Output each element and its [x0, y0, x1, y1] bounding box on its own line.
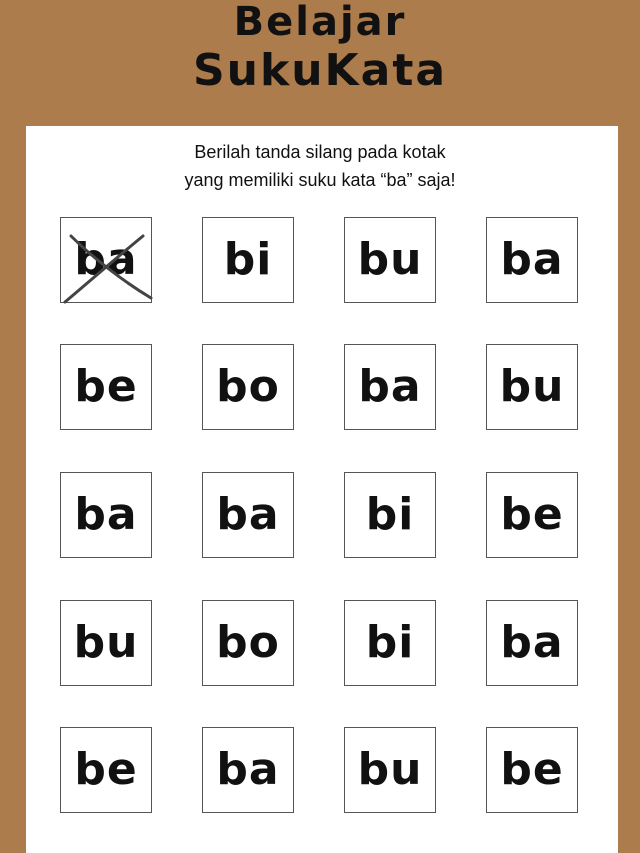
syllable-box[interactable] — [202, 727, 294, 813]
syllable-text: bu — [499, 361, 565, 412]
syllable-text: ba — [74, 234, 138, 285]
syllable-box[interactable] — [486, 727, 578, 813]
instructions-line-2: yang memiliki suku kata “ba” saja! — [184, 170, 456, 190]
syllable-box[interactable] — [344, 344, 436, 430]
syllable-text: ba — [74, 489, 138, 540]
syllable-box[interactable] — [486, 600, 578, 686]
syllable-text: bu — [357, 234, 423, 285]
syllable-box[interactable] — [60, 344, 152, 430]
syllable-box[interactable] — [60, 217, 152, 303]
syllable-box[interactable] — [202, 472, 294, 558]
syllable-box[interactable] — [202, 600, 294, 686]
syllable-text: be — [74, 361, 138, 412]
syllable-box[interactable] — [344, 727, 436, 813]
syllable-box[interactable] — [202, 344, 294, 430]
syllable-text: ba — [216, 489, 280, 540]
syllable-text: bi — [365, 617, 415, 668]
syllable-text: be — [500, 489, 564, 540]
instructions-line-1: Berilah tanda silang pada kotak — [194, 142, 446, 162]
page-title-line-2: SukuKata — [192, 45, 448, 96]
syllable-box[interactable] — [344, 472, 436, 558]
syllable-text: ba — [216, 744, 280, 795]
syllable-text: bo — [216, 361, 280, 412]
syllable-text: ba — [358, 361, 422, 412]
syllable-text: ba — [500, 617, 564, 668]
syllable-text: bo — [216, 617, 280, 668]
syllable-text: bi — [365, 489, 415, 540]
syllable-box[interactable] — [486, 472, 578, 558]
syllable-box[interactable] — [344, 600, 436, 686]
syllable-text: bi — [223, 234, 273, 285]
syllable-text: bu — [357, 744, 423, 795]
syllable-box[interactable] — [486, 217, 578, 303]
syllable-box[interactable] — [60, 727, 152, 813]
syllable-box[interactable] — [344, 217, 436, 303]
syllable-box[interactable] — [60, 472, 152, 558]
syllable-text: ba — [500, 234, 564, 285]
syllable-text: be — [74, 744, 138, 795]
syllable-text: bu — [73, 617, 139, 668]
syllable-text: be — [500, 744, 564, 795]
syllable-box[interactable] — [60, 600, 152, 686]
page-title-line-1: Belajar — [233, 0, 407, 45]
syllable-box[interactable] — [202, 217, 294, 303]
syllable-box[interactable] — [486, 344, 578, 430]
